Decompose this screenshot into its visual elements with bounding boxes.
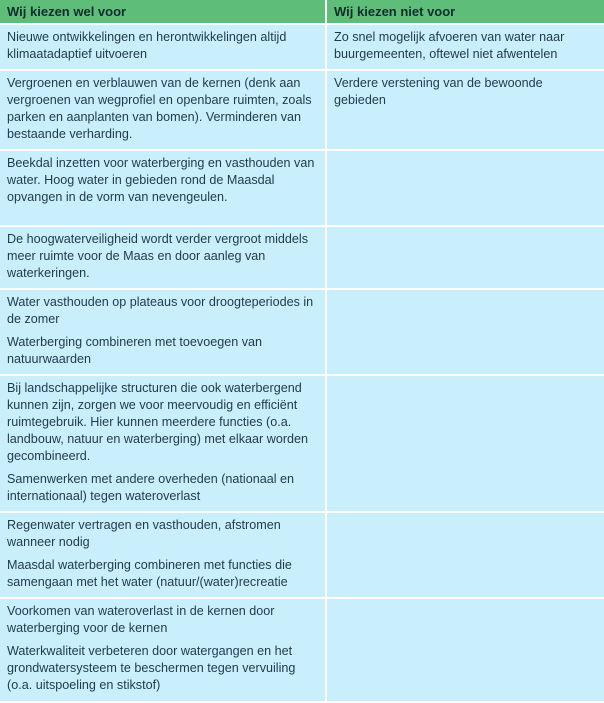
cell-wel [0,150,326,226]
cell-niet-empty [326,512,604,598]
table-row [0,150,604,226]
header-wel: Wij kiezen wel voor [0,0,326,24]
cell-text: Verdere verstening van de bewoonde gebieden [334,76,543,107]
cell-niet [326,70,604,150]
cell-text: Water vasthouden op plateaus voor droogteperiodes in de zomer [7,295,314,326]
cell-niet-empty [326,289,604,375]
cell-wel [0,289,326,375]
table-row [0,598,604,702]
cell-niet-empty [326,150,604,226]
cell-text: De hoogwaterveiligheid wordt verder vergroot middels meer ruimte voor de Maas en door aanleg van waterkeringen. [7,232,309,280]
header-row [0,0,604,24]
cell-text: Nieuwe ontwikkelingen en herontwikkelingen altijd klimaatadaptief uitvoeren [7,30,287,61]
cell-niet-empty [326,598,604,702]
cell-wel [0,24,326,70]
cell-wel [0,226,326,289]
cell-text: Regenwater vertragen en vasthouden, afstromen wanneer nodig [7,518,281,549]
table-row [0,226,604,289]
cell-wel [0,70,326,150]
cell-text: Bij landschappelijke structuren die ook waterbergend kunnen zijn, zorgen we voor meervoudig en efficiënt ruimtegebruik. Hier kunnen meerdere functies (o.a. landbouw, natuur en waterberging) met elkaar worden gecombineerd. [7,381,309,463]
table-row [0,289,604,375]
cell-text: Vergroenen en verblauwen van de kernen (denk aan vergroenen van wegprofiel en openbare ruimten, zoals parken en aanplanten van bomen). Verminderen van bestaande verharding. [7,76,312,141]
cell-text: Voorkomen van wateroverlast in de kernen door waterberging voor de kernen [7,604,275,635]
cell-text: Zo snel mogelijk afvoeren van water naar buurgemeenten, oftewel niet afwentelen [334,30,565,61]
cell-niet-empty [326,226,604,289]
table-row [0,24,604,70]
cell-niet [326,24,604,70]
table-row [0,512,604,598]
cell-text: Samenwerken met andere overheden (nationaal en internationaal) tegen wateroverlast [7,472,295,503]
cell-text: Maasdal waterberging combineren met functies die samengaan met het water (natuur/(water)recreatie [7,558,292,589]
header-niet: Wij kiezen niet voor [326,0,604,24]
cell-niet-empty [326,375,604,512]
cell-wel [0,598,326,702]
cell-wel [0,375,326,512]
cell-text: Beekdal inzetten voor waterberging en vasthouden van water. Hoog water in gebieden rond de Maasdal opvangen in de vorm van nevengeulen. [7,156,315,204]
cell-wel [0,512,326,598]
table-row [0,70,604,150]
cell-text: Waterkwaliteit verbeteren door watergangen en het grondwatersysteem te beschermen tegen vervuiling (o.a. uitspoeling en stikstof) [7,644,296,692]
cell-text: Waterberging combineren met toevoegen van natuurwaarden [7,335,263,366]
table-row [0,375,604,512]
